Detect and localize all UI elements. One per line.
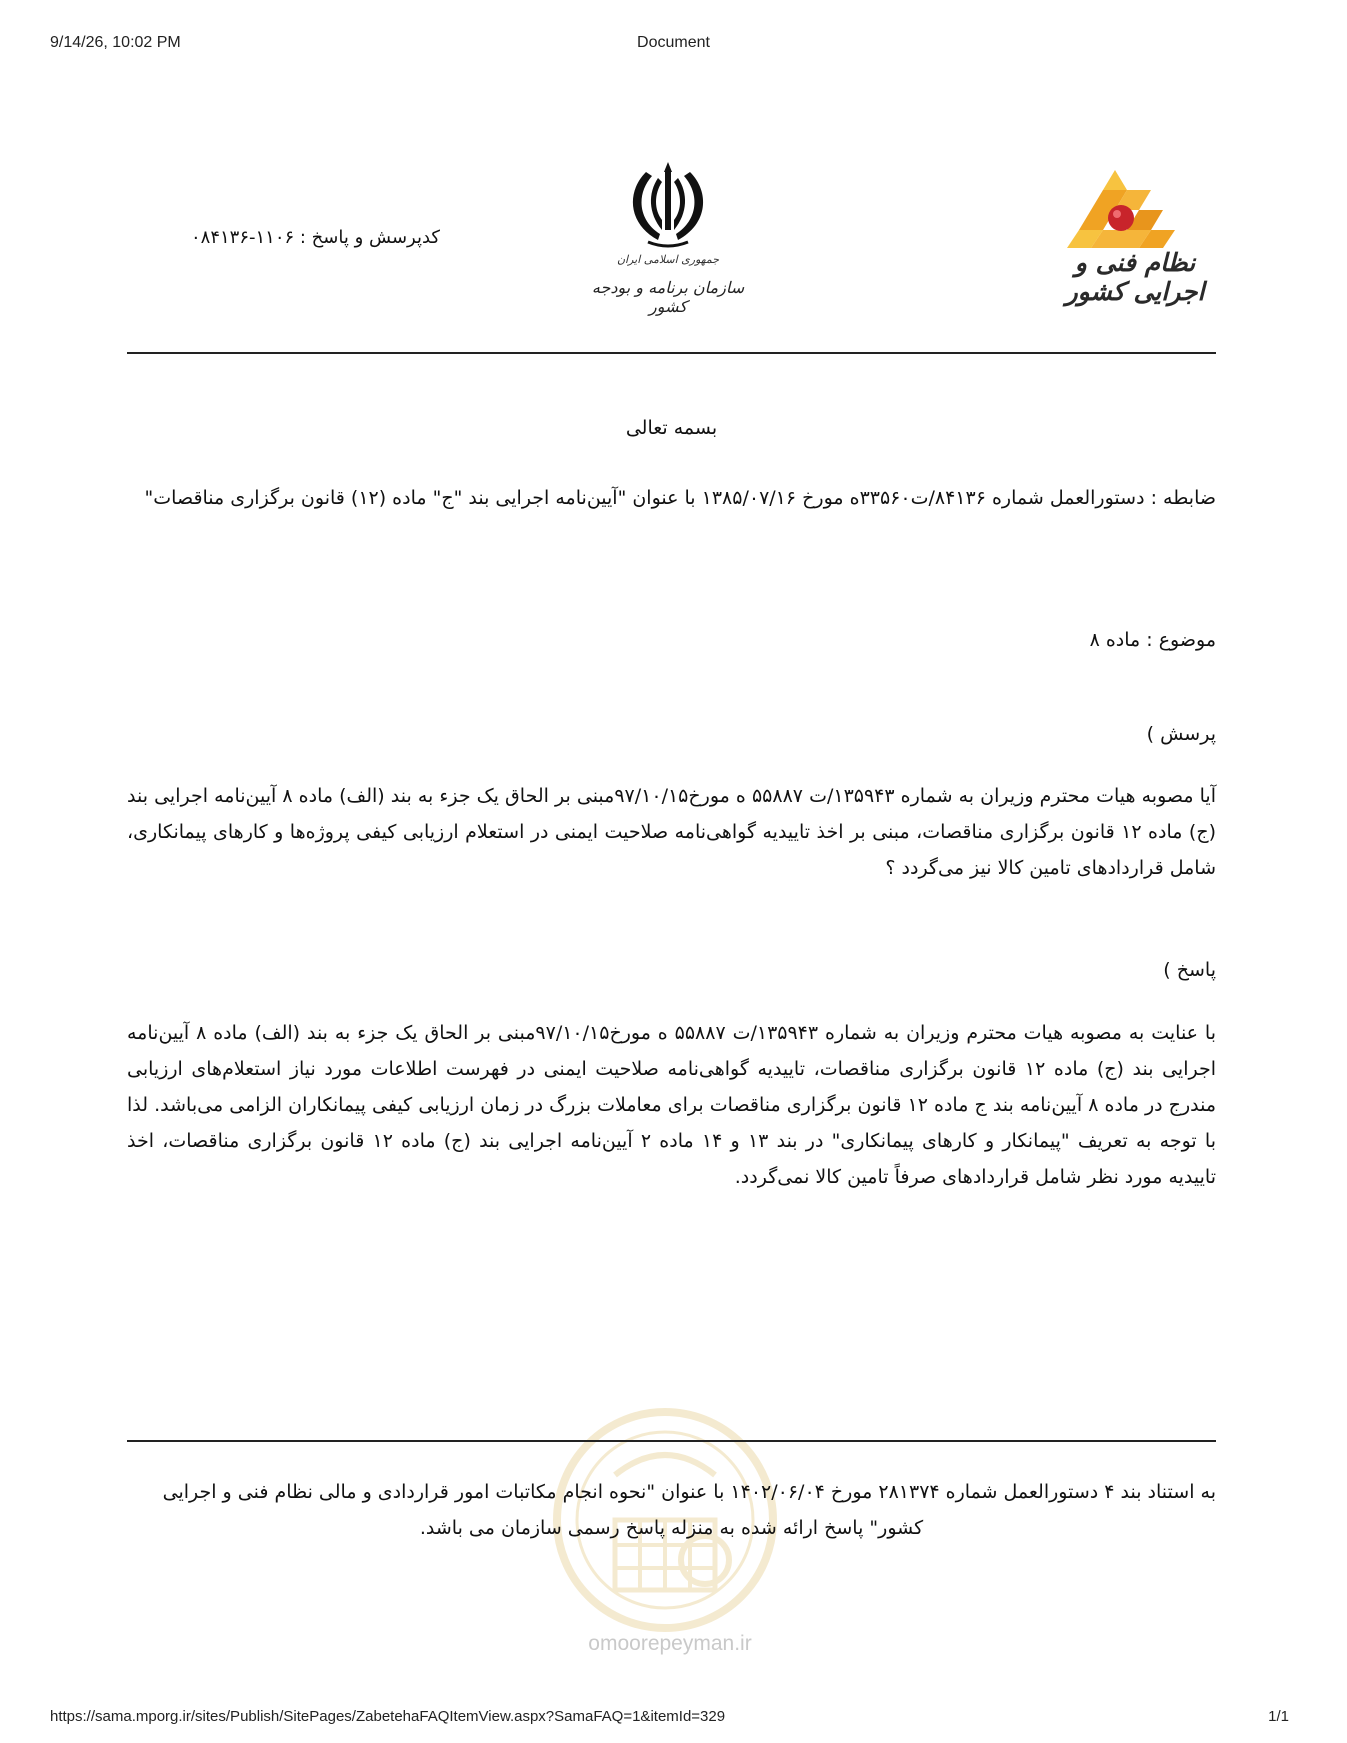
regulation-line: ضابطه : دستورالعمل شماره ۸۴۱۳۶/ت۳۳۵۶۰ه مورخ ۱۳۸۵/۰۷/۱۶ با عنوان "آیین‌نامه اجرایی بند "ج" ماده (۱۲) قانون برگزاری مناقصات" xyxy=(144,487,1216,509)
nezam-fanni-logo-text: نظام فنی و اجرایی کشور xyxy=(1065,248,1205,306)
answer-text: با عنایت به مصوبه هیات محترم وزیران به شماره ۱۳۵۹۴۳/ت ۵۵۸۸۷ ه مورخ۹۷/۱۰/۱۵مبنی بر الحاق یک جزء به بند (الف) ماده ۸ آیین‌نامه اجرایی بند (ج) ماده ۱۲ قانون برگزاری مناقصات، تاییدیه گواهی‌نامه صلاحیت ایمنی در فهرست اطلاعات مورد نیاز استعلام‌های ارزیابی مندرج در ماده ۸ آیین‌نامه بند ج ماده ۱۲ قانون برگزاری مناقصات برای معاملات بزرگ در زمان ارزیابی کیفی پیمانکاران الزامی می‌باشد. لذا با توجه به تعریف "پیمانکار و کارهای پیمانکاری" در بند ۱۳ و ۱۴ ماده ۲ آیین‌نامه اجرایی بند (ج) ماده ۱۲ قانون برگزاری مناقصات، اخذ تاییدیه مورد نظر شامل قراردادهای صرفاً تامین کالا نمی‌گردد. xyxy=(127,1022,1217,1188)
question-text: آیا مصوبه هیات محترم وزیران به شماره ۱۳۵۹۴۳/ت ۵۵۸۸۷ ه مورخ۹۷/۱۰/۱۵مبنی بر الحاق یک جزء به بند (الف) ماده ۸ آیین‌نامه اجرایی بند (ج) ماده ۱۲ قانون برگزاری مناقصات، مبنی بر اخذ تاییدیه گواهی‌نامه صلاحیت ایمنی در استعلام ارزیابی کیفی پروژه‌ها و کارهای پیمانکاری، شامل قراردادهای تامین کالا نیز می‌گردد ؟ xyxy=(127,785,1216,879)
emblem-caption-country: جمهوری اسلامی ایران xyxy=(616,253,720,266)
print-url: https://sama.mporg.ir/sites/Publish/SitePages/ZabetehaFAQItemView.aspx?SamaFAQ=1&itemId=329 xyxy=(50,1708,726,1725)
print-page-number: 1/1 xyxy=(1268,1708,1289,1725)
print-title: Document xyxy=(637,34,710,51)
iran-emblem-icon xyxy=(618,158,718,253)
answer-heading: پاسخ ) xyxy=(1163,959,1216,981)
footer-divider xyxy=(127,1440,1216,1442)
watermark-site-text: omoorepeyman.ir xyxy=(588,1632,752,1655)
emblem-caption-organization: سازمان برنامه و بودجه کشور xyxy=(591,278,745,316)
footer-note-line2: کشور" پاسخ ارائه شده به منزله پاسخ رسمی سازمان می باشد. xyxy=(419,1517,924,1539)
header-divider xyxy=(127,352,1216,354)
print-datetime: 9/14/26, 10:02 PM xyxy=(50,34,181,51)
question-heading: پرسش ) xyxy=(1146,723,1216,745)
salutation: بسمه تعالی xyxy=(625,417,718,439)
question-answer-code: کدپرسش و پاسخ : ۱۱۰۶-۰۸۴۱۳۶ xyxy=(190,227,440,248)
footer-note-line1: به استناد بند ۴ دستورالعمل شماره ۲۸۱۳۷۴ مورخ ۱۴۰۲/۰۶/۰۴ با عنوان "نحوه انجام مکاتبات امور قراردادی و مالی نظام فنی و اجرایی xyxy=(162,1481,1216,1503)
subject-line: موضوع : ماده ۸ xyxy=(1089,629,1216,651)
